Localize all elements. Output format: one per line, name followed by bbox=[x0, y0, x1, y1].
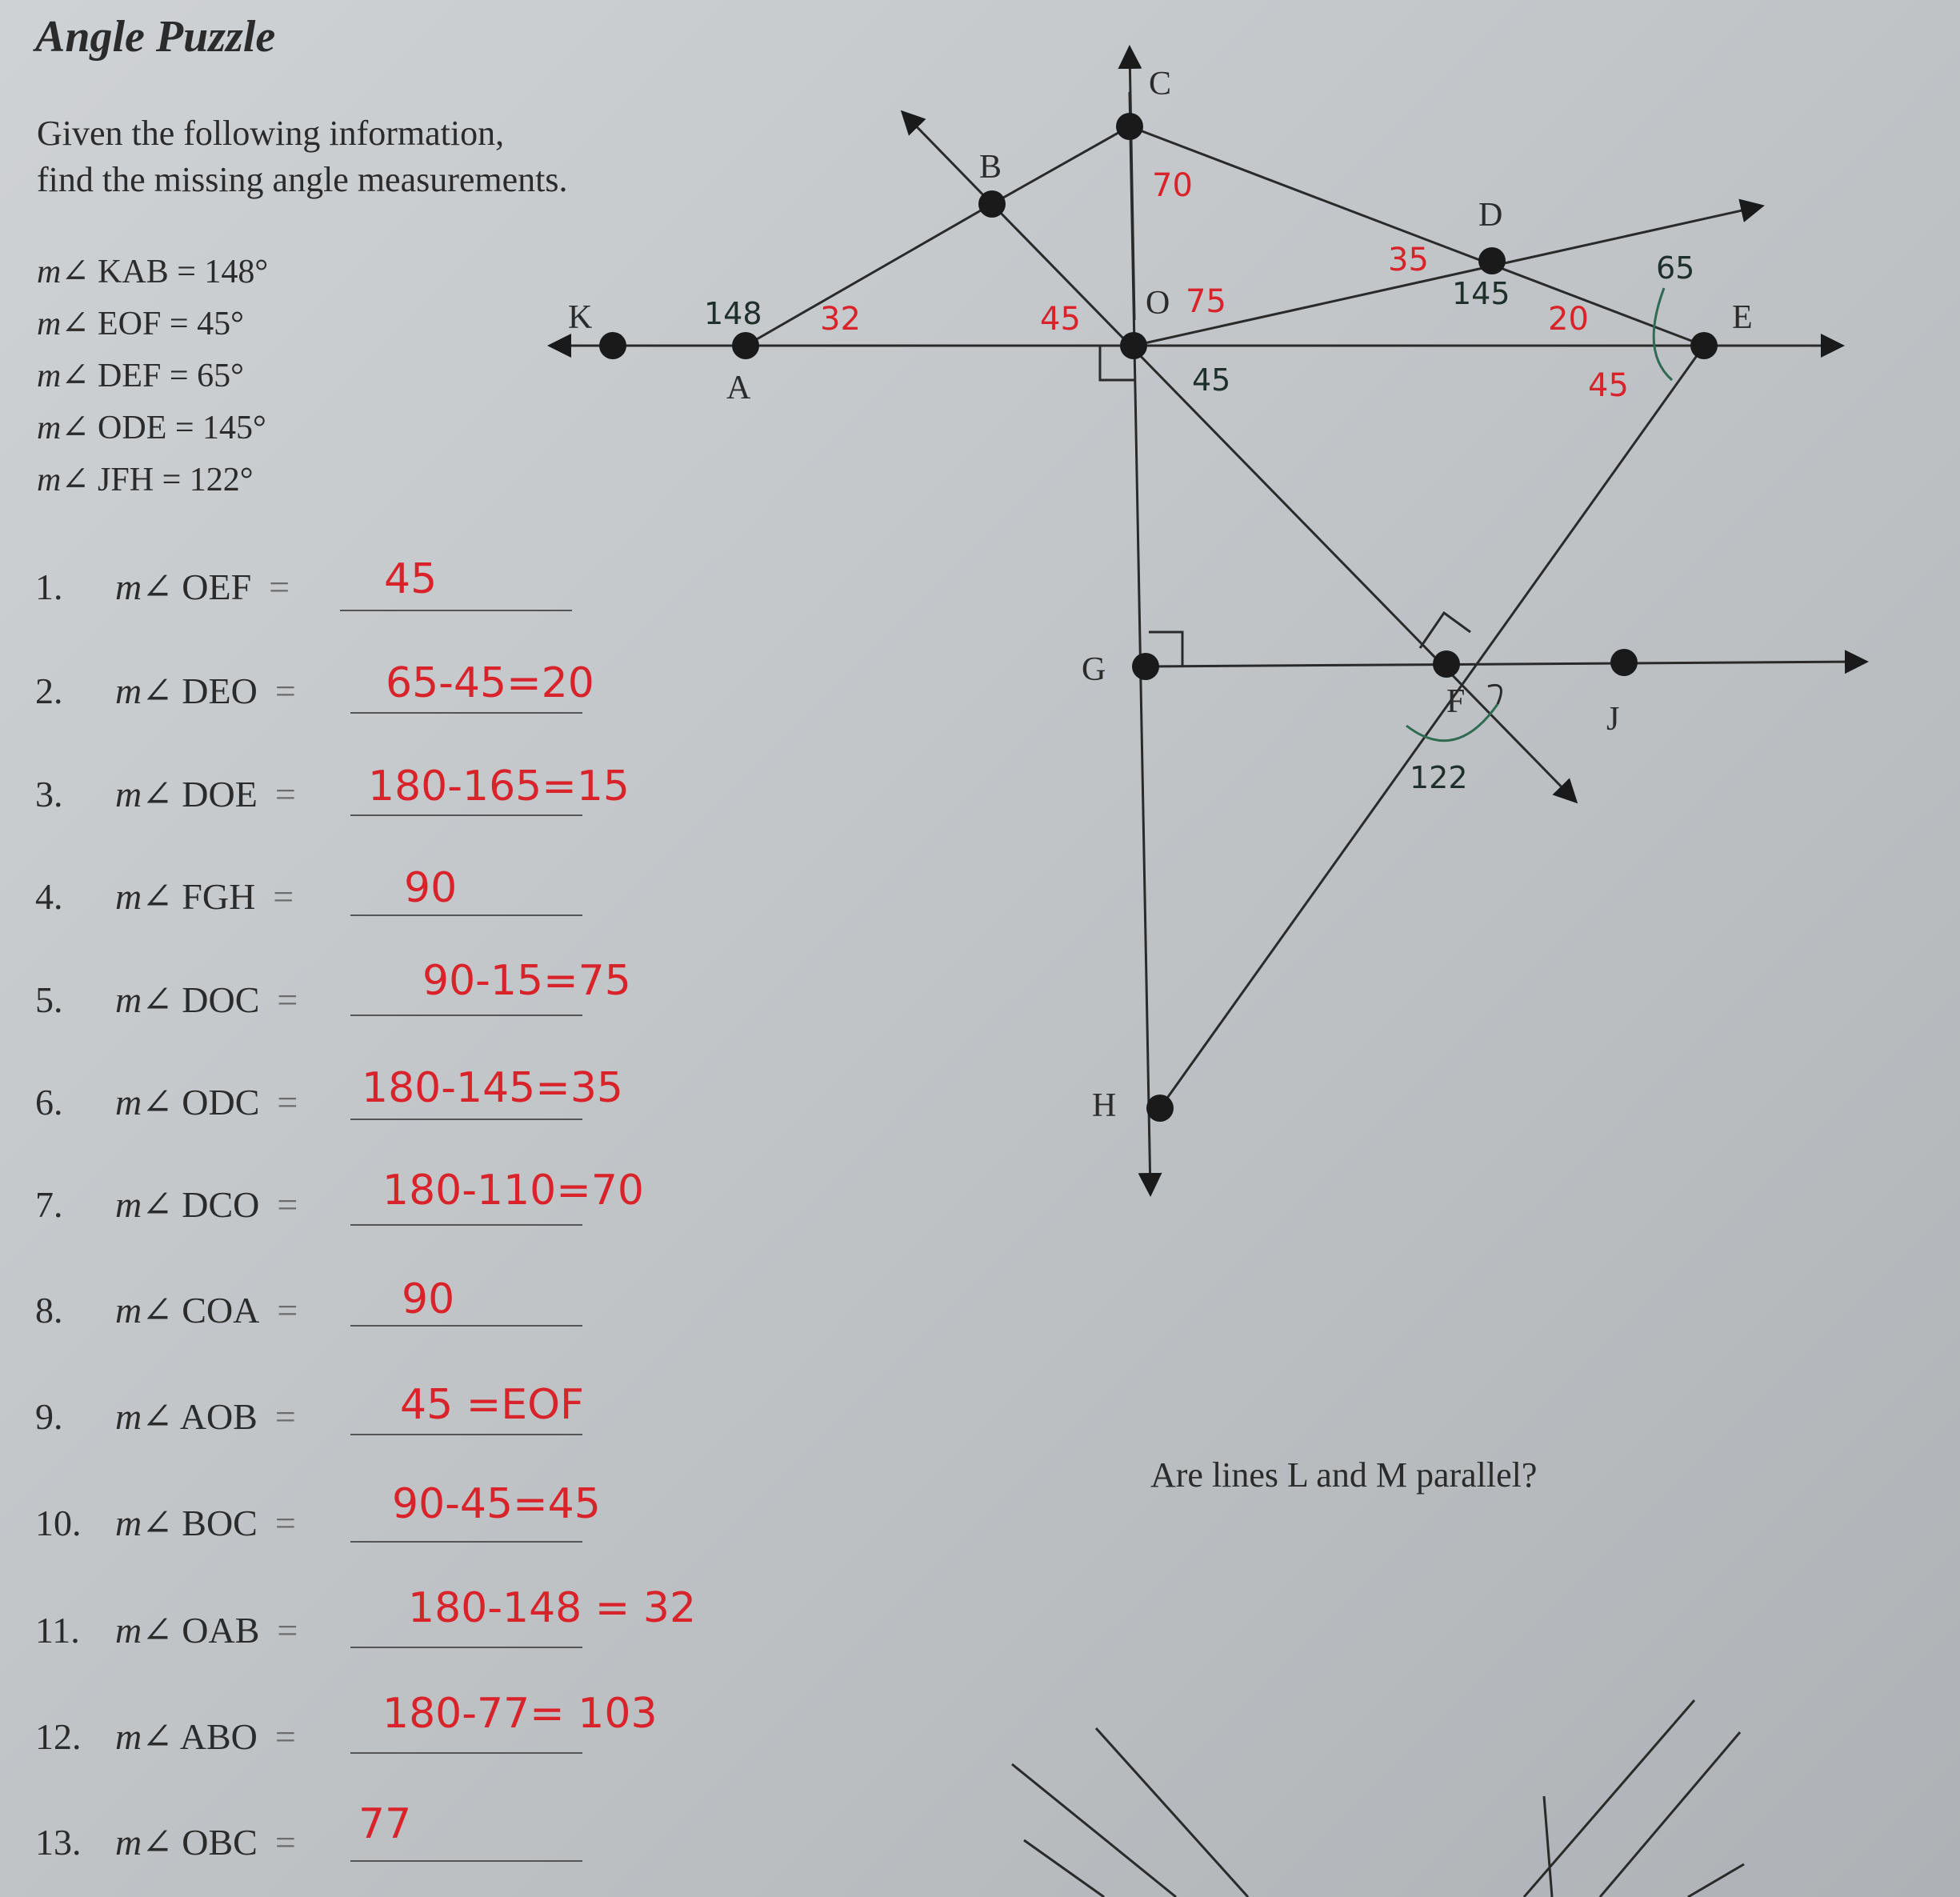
handwritten-answer: 180-77= 103 bbox=[382, 1690, 658, 1738]
label-g: G bbox=[1082, 651, 1106, 688]
question-row: 12. m∠ ABO = bbox=[35, 1716, 296, 1757]
annotation-65: 65 bbox=[1656, 250, 1695, 286]
label-e: E bbox=[1732, 299, 1753, 336]
annotation-122: 122 bbox=[1410, 760, 1468, 795]
question-row: 11. m∠ OAB = bbox=[35, 1610, 298, 1651]
annotation-148: 148 bbox=[704, 296, 762, 331]
label-c: C bbox=[1149, 66, 1172, 102]
point-o bbox=[1120, 332, 1147, 359]
handwritten-answer: 90 bbox=[404, 864, 458, 912]
handwritten-answer: 65-45=20 bbox=[386, 659, 594, 707]
question-row: 6. m∠ ODC = bbox=[35, 1082, 298, 1123]
label-a: A bbox=[726, 370, 751, 406]
handwritten-answer: 90 bbox=[402, 1275, 455, 1323]
decor-line bbox=[1024, 1840, 1104, 1897]
point-h bbox=[1146, 1095, 1174, 1122]
handwritten-answer: 180-148 = 32 bbox=[408, 1584, 697, 1632]
point-c bbox=[1116, 113, 1143, 140]
point-k bbox=[599, 332, 626, 359]
handwritten-answer: 45 bbox=[384, 555, 438, 603]
question-row: 3. m∠ DOE = bbox=[35, 774, 296, 814]
given-item: m∠ ODE = 145° bbox=[37, 410, 266, 446]
annotation-145: 145 bbox=[1452, 276, 1510, 311]
parallel-question: Are lines L and M parallel? bbox=[1150, 1455, 1538, 1495]
handwritten-answer: 45 =EOF bbox=[400, 1381, 584, 1429]
segment-bc bbox=[992, 126, 1130, 204]
question-row: 4. m∠ FGH = bbox=[35, 876, 294, 917]
label-k: K bbox=[568, 299, 593, 336]
worksheet-title: Angle Puzzle bbox=[35, 12, 276, 62]
annotation-45-right: 45 bbox=[1588, 367, 1629, 404]
annotation-35: 35 bbox=[1388, 242, 1429, 278]
handwritten-answer: 90-15=75 bbox=[422, 957, 631, 1005]
handwritten-answer: 180-145=35 bbox=[362, 1064, 624, 1112]
question-row: 5. m∠ DOC = bbox=[35, 979, 298, 1020]
arc-65 bbox=[1654, 288, 1672, 380]
question-row: 1. m∠ OEF = bbox=[35, 566, 290, 607]
handwritten-answer: 90-45=45 bbox=[392, 1480, 601, 1528]
annotation-45-below: 45 bbox=[1192, 362, 1231, 398]
annotation-45-left: 45 bbox=[1040, 301, 1081, 338]
decor-line bbox=[1600, 1732, 1740, 1897]
question-row: 10. m∠ BOC = bbox=[35, 1503, 296, 1543]
point-e bbox=[1690, 332, 1718, 359]
point-d bbox=[1478, 247, 1506, 274]
label-h: H bbox=[1092, 1087, 1117, 1124]
segment-ab bbox=[746, 204, 992, 346]
handwritten-answer: 180-165=15 bbox=[368, 762, 630, 810]
question-row: 2. m∠ DEO = bbox=[35, 670, 296, 711]
question-row: 8. m∠ COA = bbox=[35, 1290, 298, 1331]
handwritten-answer: 180-110=70 bbox=[382, 1167, 645, 1215]
given-item: m∠ DEF = 65° bbox=[37, 358, 244, 394]
annotation-75: 75 bbox=[1186, 283, 1226, 320]
annotation-32: 32 bbox=[820, 301, 861, 338]
point-g bbox=[1132, 653, 1159, 680]
point-f bbox=[1433, 650, 1460, 678]
point-j bbox=[1610, 649, 1638, 676]
decor-line bbox=[1096, 1728, 1248, 1897]
decor-line bbox=[1012, 1764, 1176, 1897]
annotation-70: 70 bbox=[1152, 167, 1193, 204]
point-b bbox=[978, 190, 1006, 218]
decor-line bbox=[1688, 1864, 1744, 1897]
label-d: D bbox=[1478, 197, 1503, 234]
label-o: O bbox=[1146, 285, 1170, 322]
label-j: J bbox=[1606, 701, 1620, 738]
line-gj bbox=[1148, 662, 1864, 666]
handwritten-answer: 77 bbox=[358, 1800, 412, 1848]
question-row: 9. m∠ AOB = bbox=[35, 1396, 296, 1437]
arc-f-right bbox=[1488, 685, 1501, 704]
given-item: m∠ KAB = 148° bbox=[37, 254, 269, 290]
label-b: B bbox=[979, 149, 1002, 186]
right-angle-f bbox=[1420, 613, 1470, 648]
question-row: 7. m∠ DCO = bbox=[35, 1184, 298, 1225]
decor-line bbox=[1544, 1796, 1552, 1897]
instructions-line-1: Given the following information, bbox=[37, 114, 505, 153]
label-f: F bbox=[1446, 683, 1466, 720]
instructions-line-2: find the missing angle measurements. bbox=[37, 160, 568, 199]
question-row: 13. m∠ OBC = bbox=[35, 1822, 296, 1863]
annotation-20: 20 bbox=[1548, 301, 1589, 338]
given-item: m∠ EOF = 45° bbox=[37, 306, 244, 342]
point-a bbox=[732, 332, 759, 359]
given-item: m∠ JFH = 122° bbox=[37, 462, 254, 498]
